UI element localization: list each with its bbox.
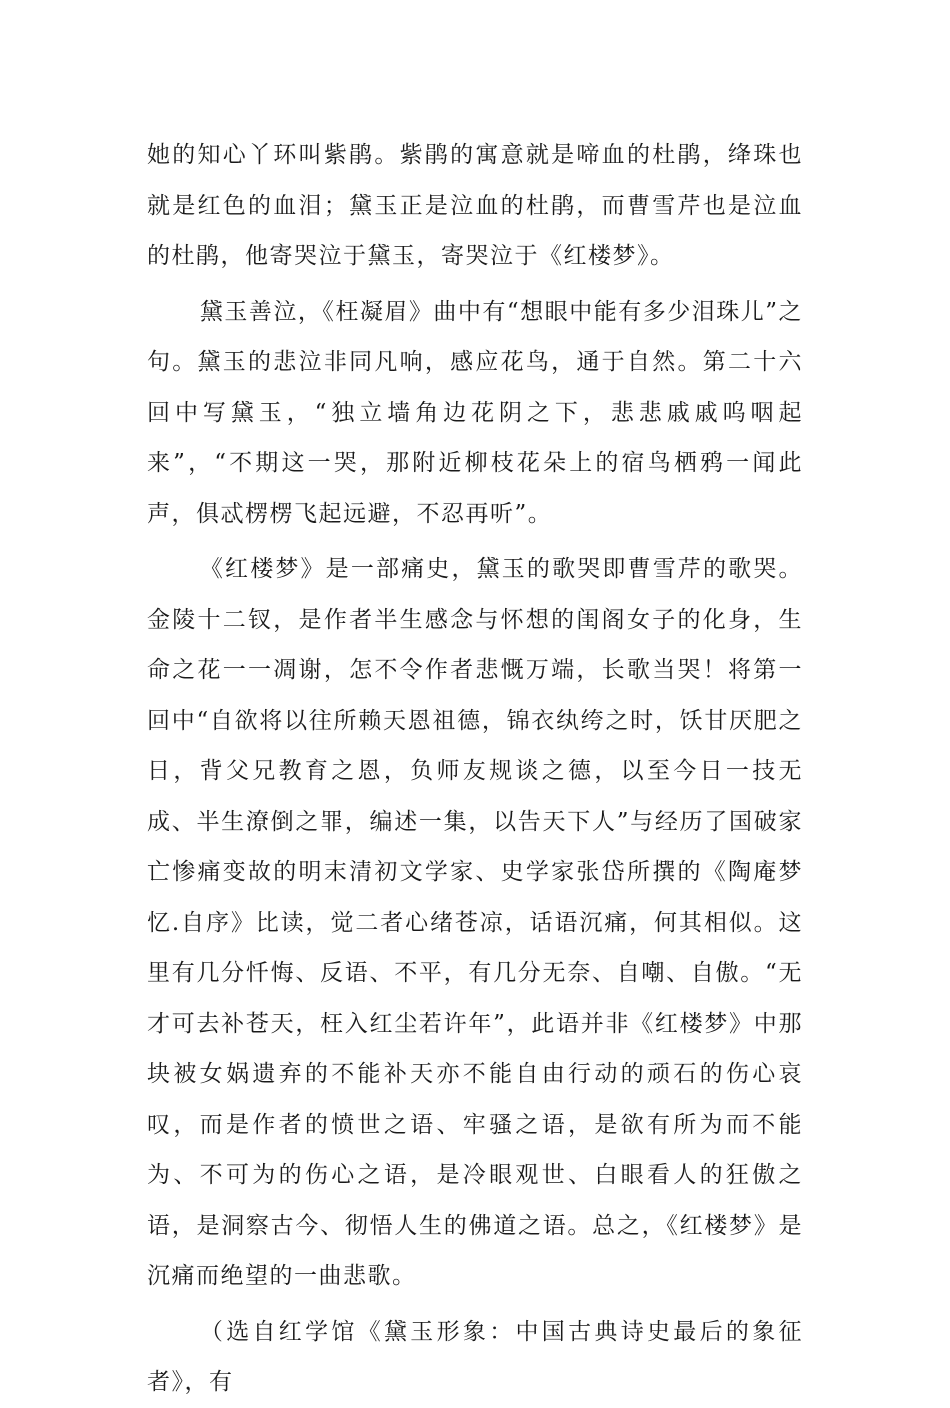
paragraph-3: 《红楼梦》是一部痛史，黛玉的歌哭即曹雪芹的歌哭。金陵十二钗，是作者半生感念与怀想的闺阁女子的化身，生命之花一一凋谢，怎不令作者悲慨万端，长歌当哭！将第一回中“自欲将以往所赖天恩祖德，锦衣纨绔之时，饫甘厌肥之日，背父兄教育之恩，负师友规谈之德，以至今日一技无成、半生潦倒之罪，编述一集，以告天下人”与经历了国破家亡惨痛变故的明末清初文学家、史学家张岱所撰的《陶庵梦忆.自序》比读，觉二者心绪苍凉，话语沉痛，何其相似。这里有几分忏悔、反语、不平，有几分无奈、自嘲、自傲。“无才可去补苍天，枉入红尘若许年”，此语并非《红楼梦》中那块被女娲遗弃的不能补天亦不能自由行动的顽石的伤心哀叹，而是作者的愤世之语、牢骚之语，是欲有所为而不能为、不可为的伤心之语，是冷眼观世、白眼看人的狂傲之语，是洞察古今、彻悟人生的佛道之语。总之，《红楼梦》是沉痛而绝望的一曲悲歌。: [147, 556, 803, 1289]
article-body: [147, 130, 803, 1408]
paragraph-4-source-note: （选自红学馆《黛玉形象：中国古典诗史最后的象征者》，有: [147, 1318, 803, 1395]
paragraph-1: 她的知心丫环叫紫鹃。紫鹃的寓意就是啼血的杜鹃，绛珠也就是红色的血泪；黛玉正是泣血的杜鹃，而曹雪芹也是泣血的杜鹃，他寄哭泣于黛玉，寄哭泣于《红楼梦》。: [147, 142, 803, 269]
paragraph-2: 黛玉善泣，《枉凝眉》曲中有“想眼中能有多少泪珠儿”之句。黛玉的悲泣非同凡响，感应花鸟，通于自然。第二十六回中写黛玉，“独立墙角边花阴之下，悲悲戚戚呜咽起来”，“不期这一哭，那附近柳枝花朵上的宿鸟栖鸦一闻此声，俱忒楞楞飞起远避，不忍再听”。: [147, 298, 803, 527]
